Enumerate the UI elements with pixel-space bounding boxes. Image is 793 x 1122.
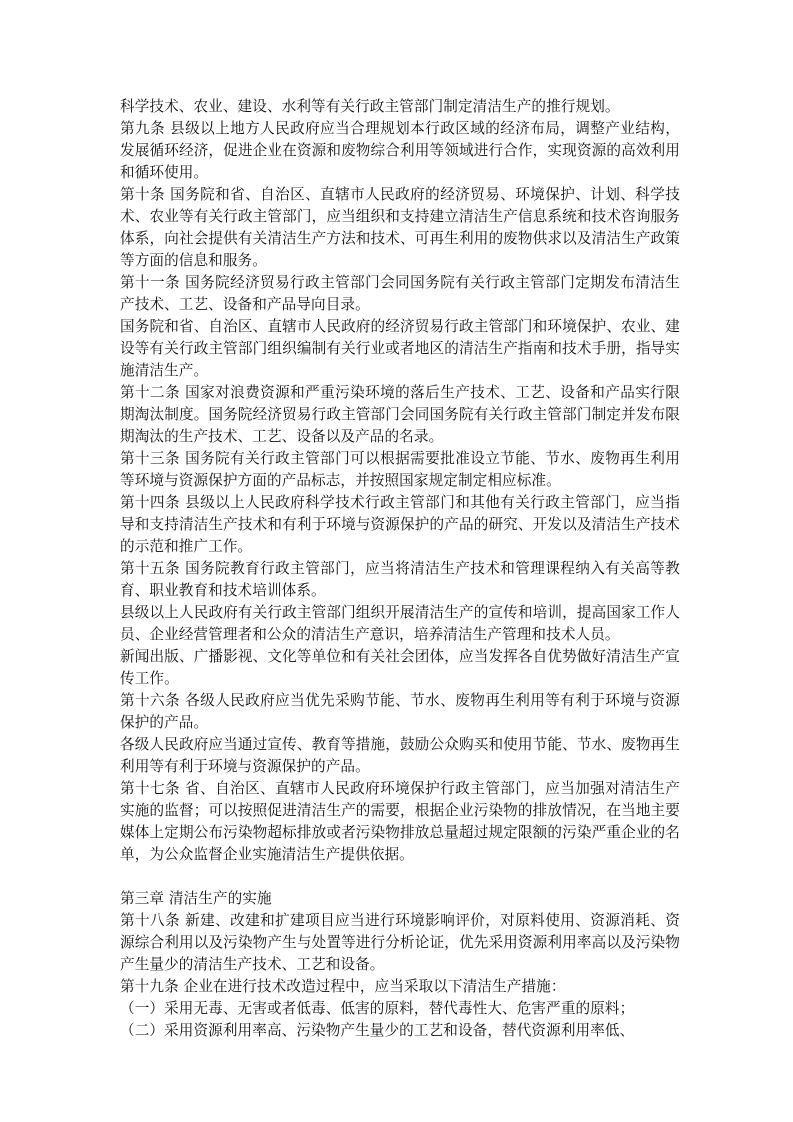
article-12: 第十二条 国家对浪费资源和严重污染环境的落后生产技术、工艺、设备和产品实行限期淘汰制度。国务院经济贸易行政主管部门会同国务院有关行政主管部门制定并发布限期淘汰的生产技术、工艺、设备以及产品的名录。	[120, 384, 680, 445]
article-19: 第十九条 企业在进行技术改造过程中，应当采取以下清洁生产措施：	[120, 978, 566, 995]
article-18: 第十八条 新建、改建和扩建项目应当进行环境影响评价，对原料使用、资源消耗、资源综合利用以及污染物产生与处置等进行分析论证，优先采用资源利用率高以及污染物产生量少的清洁生产技术、工艺和设备。	[120, 912, 680, 973]
article-11-paragraph-2: 国务院和省、自治区、直辖市人民政府的经济贸易行政主管部门和环境保护、农业、建设等有关行政主管部门组织编制有关行业或者地区的清洁生产指南和技术手册，指导实施清洁生产。	[120, 318, 680, 379]
article-10: 第十条 国务院和省、自治区、直辖市人民政府的经济贸易、环境保护、计划、科学技术、农业等有关行政主管部门，应当组织和支持建立清洁生产信息系统和技术咨询服务体系，向社会提供有关清洁生产方法和技术、可再生利用的废物供求以及清洁生产政策等方面的信息和服务。	[120, 186, 680, 269]
article-16: 第十六条 各级人民政府应当优先采购节能、节水、废物再生利用等有利于环境与资源保护的产品。	[120, 692, 680, 731]
article-14: 第十四条 县级以上人民政府科学技术行政主管部门和其他有关行政主管部门，应当指导和支持清洁生产技术和有利于环境与资源保护的产品的研究、开发以及清洁生产技术的示范和推广工作。	[120, 494, 680, 555]
article-13: 第十三条 国务院有关行政主管部门可以根据需要批准设立节能、节水、废物再生利用等环境与资源保护方面的产品标志，并按照国家规定制定相应标准。	[120, 450, 680, 489]
article-17: 第十七条 省、自治区、直辖市人民政府环境保护行政主管部门，应当加强对清洁生产实施的监督；可以按照促进清洁生产的需要，根据企业污染物的排放情况，在当地主要媒体上定期公布污染物超标排放或者污染物排放总量超过规定限额的污染严重企业的名单，为公众监督企业实施清洁生产提供依据。	[120, 780, 680, 863]
blank-line	[120, 866, 680, 888]
article-9: 第九条 县级以上地方人民政府应当合理规划本行政区域的经济布局，调整产业结构，发展循环经济，促进企业在资源和废物综合利用等领域进行合作，实现资源的高效利用和循环使用。	[120, 120, 680, 181]
article-11: 第十一条 国务院经济贸易行政主管部门会同国务院有关行政主管部门定期发布清洁生产技术、工艺、设备和产品导向目录。	[120, 274, 680, 313]
article-15-paragraph-2: 县级以上人民政府有关行政主管部门组织开展清洁生产的宣传和培训，提高国家工作人员、企业经营管理者和公众的清洁生产意识，培养清洁生产管理和技术人员。	[120, 604, 680, 643]
article-15: 第十五条 国务院教育行政主管部门，应当将清洁生产技术和管理课程纳入有关高等教育、职业教育和技术培训体系。	[120, 560, 680, 599]
chapter-heading: 第三章 清洁生产的实施	[120, 890, 272, 907]
article-16-paragraph-2: 各级人民政府应当通过宣传、教育等措施，鼓励公众购买和使用节能、节水、废物再生利用等有利于环境与资源保护的产品。	[120, 736, 680, 775]
article-15-paragraph-3: 新闻出版、广播影视、文化等单位和有关社会团体，应当发挥各自优势做好清洁生产宣传工作。	[120, 648, 680, 687]
document-page	[120, 96, 680, 1042]
paragraph-planning: 科学技术、农业、建设、水利等有关行政主管部门制定清洁生产的推行规划。	[120, 98, 620, 115]
article-19-item-2: （二）采用资源利用率高、污染物产生量少的工艺和设备，替代资源利用率低、	[120, 1022, 635, 1039]
article-19-item-1: （一）采用无毒、无害或者低毒、低害的原料，替代毒性大、危害严重的原料；	[120, 1000, 635, 1017]
